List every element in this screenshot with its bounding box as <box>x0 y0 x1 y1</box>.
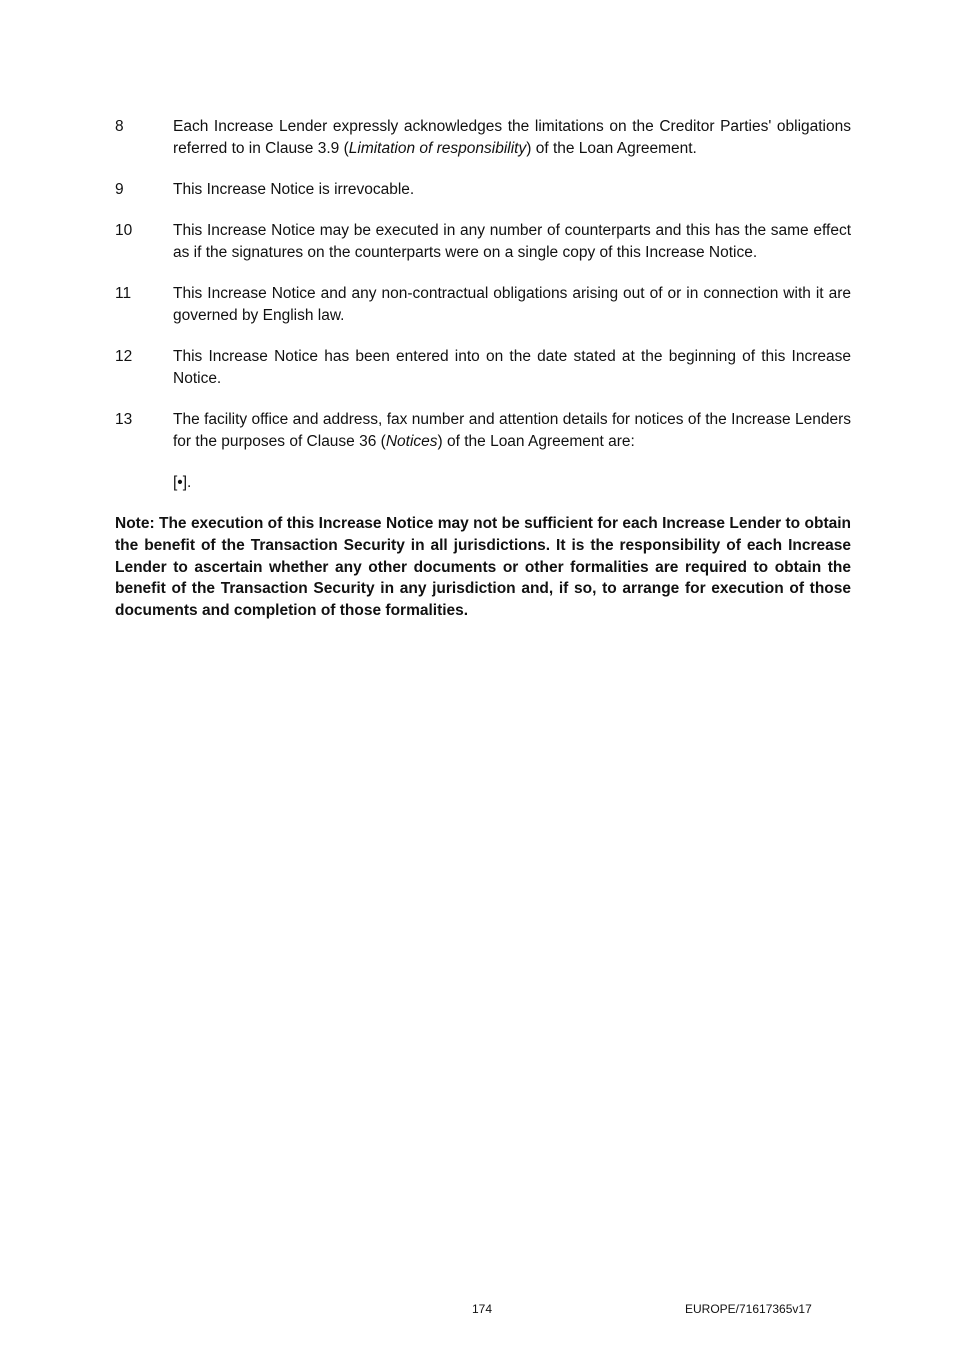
clause-number: 11 <box>115 285 132 302</box>
clause-text: This Increase Notice has been entered into on the date stated at the beginning of this Increase Notice. <box>173 348 851 387</box>
clause-text-italic: Limitation of responsibility <box>348 139 527 157</box>
clause-text <box>173 116 851 159</box>
clause-text-part: Each Increase Lender expressly acknowledges the limitations on the Creditor Parties' obligations referred to in Clause 3.9 ( <box>173 118 851 157</box>
clause-number: 12 <box>115 348 133 365</box>
clause-11 <box>115 283 851 326</box>
clause-text-part: ) of the Loan Agreement. <box>526 139 697 157</box>
document-reference: EUROPE/71617365v17 <box>685 1302 812 1316</box>
page-number: 174 <box>471 1302 493 1316</box>
clause-10 <box>115 220 851 263</box>
clause-8 <box>115 116 851 159</box>
clause-text <box>173 409 851 452</box>
clause-text-part: The facility office and address, fax number and attention details for notices of the Increase Lenders for the purposes of Clause 36 ( <box>173 411 851 450</box>
details-placeholder: [•]. <box>173 474 192 491</box>
clause-number: 9 <box>115 181 124 198</box>
clause-text: This Increase Notice is irrevocable. <box>173 181 415 198</box>
clause-12 <box>115 346 851 389</box>
clause-text-italic: Notices <box>385 432 438 450</box>
note-paragraph: Note: The execution of this Increase Notice may not be sufficient for each Increase Lender to obtain the benefit of the Transaction Security in all jurisdictions. It is the responsibility of each Increase Lender to ascertain whether any other documents or other formalities are required to obtain the benefit of the Transaction Security in any jurisdiction and, if so, to arrange for execution of those documents and completion of those formalities. <box>115 515 851 620</box>
clause-text: This Increase Notice and any non-contractual obligations arising out of or in connection with it are governed by English law. <box>173 285 851 324</box>
clause-number: 10 <box>115 222 133 239</box>
clause-text-part: ) of the Loan Agreement are: <box>437 432 635 450</box>
clause-number: 8 <box>115 118 124 135</box>
clause-9 <box>115 179 851 201</box>
clause-text: This Increase Notice may be executed in any number of counterparts and this has the same effect as if the signatures on the counterparts were on a single copy of this Increase Notice. <box>173 222 851 261</box>
clause-number: 13 <box>115 411 133 428</box>
clause-13 <box>115 409 851 452</box>
